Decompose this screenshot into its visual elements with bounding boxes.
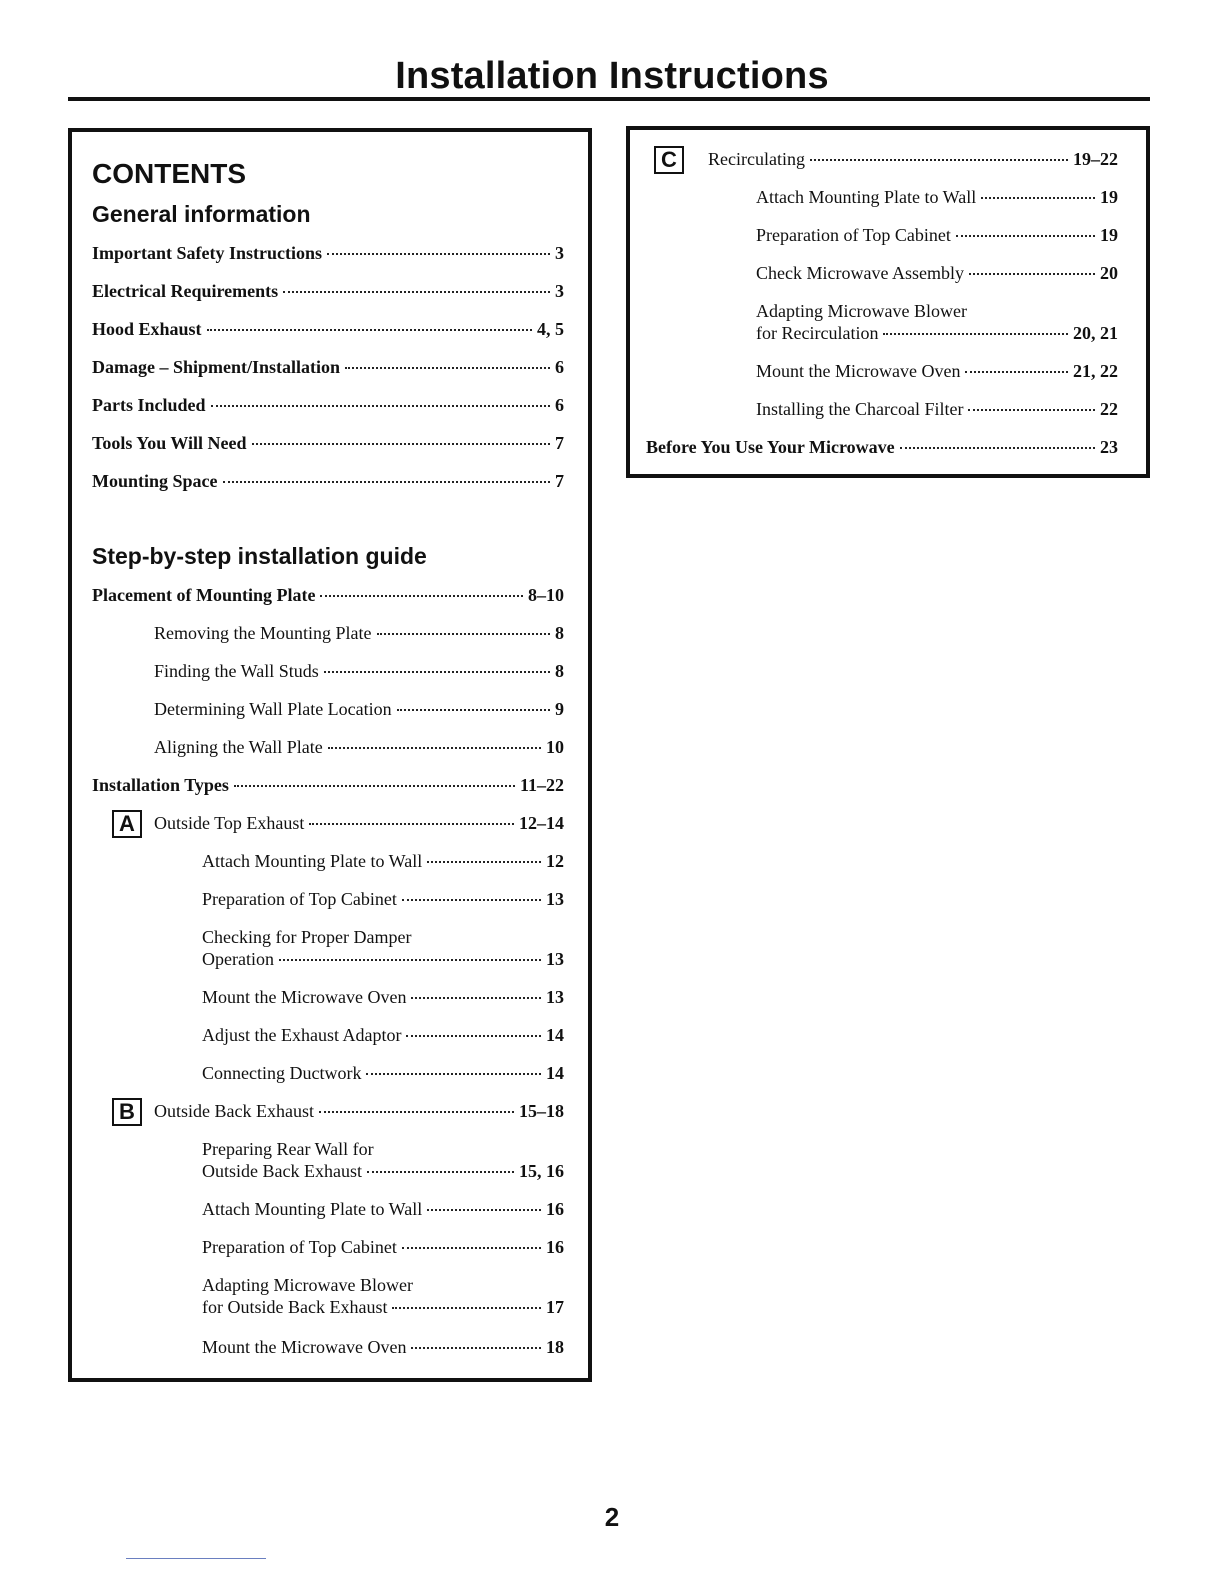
dot-leader <box>427 861 541 863</box>
toc-page: 7 <box>555 433 564 453</box>
toc-entry-a-exhaust-adaptor[interactable] <box>202 1024 564 1046</box>
toc-entry-damage[interactable] <box>92 356 564 378</box>
toc-page: 19–22 <box>1073 149 1118 169</box>
toc-entry-a-top-cabinet[interactable] <box>202 888 564 910</box>
page-number: 2 <box>604 1502 620 1532</box>
dot-leader <box>402 899 541 901</box>
toc-entry-a-attach-plate[interactable] <box>202 850 564 872</box>
toc-label: Aligning the Wall Plate <box>154 737 323 757</box>
dot-leader <box>328 747 541 749</box>
toc-entry-outside-top-exhaust[interactable] <box>154 812 564 834</box>
toc-entry-outside-back-exhaust[interactable] <box>154 1100 564 1122</box>
toc-page: 21, 22 <box>1073 361 1118 381</box>
toc-entry-c-blower[interactable] <box>756 300 1118 344</box>
contents-box-left <box>68 128 592 1382</box>
toc-page: 8 <box>555 623 564 643</box>
toc-label: Connecting Ductwork <box>202 1063 362 1083</box>
toc-label: Attach Mounting Plate to Wall <box>202 851 423 871</box>
toc-label: Hood Exhaust <box>92 319 202 339</box>
toc-label: Check Microwave Assembly <box>756 263 964 283</box>
toc-page: 19 <box>1100 187 1118 207</box>
toc-entry-safety[interactable] <box>92 242 564 264</box>
toc-entry-hood-exhaust[interactable] <box>92 318 564 340</box>
dot-leader <box>279 959 541 961</box>
toc-page: 20 <box>1100 263 1118 283</box>
toc-page: 14 <box>546 1025 564 1045</box>
dot-leader <box>252 443 550 445</box>
dot-leader <box>327 253 550 255</box>
toc-page: 13 <box>546 889 564 909</box>
dot-leader <box>810 159 1068 161</box>
type-c-letter-box: C <box>654 146 684 174</box>
toc-label: Removing the Mounting Plate <box>154 623 372 643</box>
toc-label: Adjust the Exhaust Adaptor <box>202 1025 402 1045</box>
toc-label: Installation Types <box>92 775 229 795</box>
toc-label: Operation <box>202 949 274 969</box>
toc-page: 6 <box>555 395 564 415</box>
toc-entry-b-attach-plate[interactable] <box>202 1198 564 1220</box>
toc-page: 16 <box>546 1199 564 1219</box>
toc-entry-c-charcoal-filter[interactable] <box>756 398 1118 420</box>
toc-label-line2 <box>756 322 1118 344</box>
toc-label: Mount the Microwave Oven <box>756 361 961 381</box>
toc-label-line1: Adapting Microwave Blower <box>756 301 967 321</box>
toc-entry-a-mount-oven[interactable] <box>202 986 564 1008</box>
toc-label: Attach Mounting Plate to Wall <box>202 1199 423 1219</box>
toc-page: 12 <box>546 851 564 871</box>
dot-leader <box>392 1307 541 1309</box>
type-a-letter-box: A <box>112 810 142 838</box>
toc-page: 13 <box>546 987 564 1007</box>
dot-leader <box>883 333 1068 335</box>
toc-entry-c-top-cabinet[interactable] <box>756 224 1118 246</box>
toc-label: Mount the Microwave Oven <box>202 987 407 1007</box>
toc-label-line2 <box>202 1160 564 1182</box>
dot-leader <box>956 235 1095 237</box>
toc-page: 12–14 <box>519 813 564 833</box>
toc-label: Before You Use Your Microwave <box>646 437 895 457</box>
toc-page: 4, 5 <box>537 319 564 339</box>
toc-entry-b-top-cabinet[interactable] <box>202 1236 564 1258</box>
toc-entry-plate-location[interactable] <box>154 698 564 720</box>
dot-leader <box>320 595 523 597</box>
toc-label: Important Safety Instructions <box>92 243 323 263</box>
toc-label: Determining Wall Plate Location <box>154 699 392 719</box>
toc-entry-b-mount-oven[interactable] <box>202 1336 564 1358</box>
toc-label: Finding the Wall Studs <box>154 661 319 681</box>
toc-entry-electrical[interactable] <box>92 280 564 302</box>
dot-leader <box>900 447 1095 449</box>
contents-box-right <box>626 126 1150 478</box>
dot-leader <box>406 1035 541 1037</box>
toc-label: Recirculating <box>708 149 805 169</box>
toc-label: Electrical Requirements <box>92 281 279 301</box>
dot-leader <box>965 371 1068 373</box>
toc-page: 19 <box>1100 225 1118 245</box>
dot-leader <box>411 1347 541 1349</box>
toc-label: Parts Included <box>92 395 206 415</box>
toc-entry-a-ductwork[interactable] <box>202 1062 564 1084</box>
toc-entry-installation-types[interactable] <box>92 774 564 796</box>
toc-label: Preparation of Top Cabinet <box>756 225 951 245</box>
toc-page: 14 <box>546 1063 564 1083</box>
toc-label: Preparation of Top Cabinet <box>202 1237 397 1257</box>
toc-page: 20, 21 <box>1073 323 1118 343</box>
toc-entry-parts-included[interactable] <box>92 394 564 416</box>
toc-entry-c-attach-plate[interactable] <box>756 186 1118 208</box>
toc-entry-tools[interactable] <box>92 432 564 454</box>
toc-page: 15–18 <box>519 1101 564 1121</box>
dot-leader <box>324 671 550 673</box>
toc-page: 13 <box>546 949 564 969</box>
dot-leader <box>207 329 532 331</box>
toc-label: Tools You Will Need <box>92 433 247 453</box>
toc-page: 17 <box>546 1297 564 1317</box>
toc-entry-recirculating[interactable] <box>708 148 1118 170</box>
toc-label: Outside Back Exhaust <box>154 1101 314 1121</box>
toc-label-line1: Adapting Microwave Blower <box>202 1275 413 1295</box>
dot-leader <box>427 1209 541 1211</box>
dot-leader <box>234 785 515 787</box>
toc-label: for Recirculation <box>756 323 879 343</box>
toc-entry-aligning-plate[interactable] <box>154 736 564 758</box>
step-by-step-heading: Step-by-step installation guide <box>92 543 427 569</box>
dot-leader <box>223 481 550 483</box>
toc-label: Attach Mounting Plate to Wall <box>756 187 977 207</box>
dot-leader <box>309 823 514 825</box>
toc-page: 8–10 <box>528 585 564 605</box>
toc-page: 3 <box>555 281 564 301</box>
dot-leader <box>366 1073 541 1075</box>
toc-entry-before-use[interactable] <box>646 436 1118 458</box>
toc-entry-c-mount-oven[interactable] <box>756 360 1118 382</box>
toc-page: 3 <box>555 243 564 263</box>
toc-label-line1: Preparing Rear Wall for <box>202 1139 374 1159</box>
contents-heading: CONTENTS <box>92 158 246 189</box>
dot-leader <box>211 405 550 407</box>
toc-label-line2 <box>202 948 564 970</box>
toc-label: Preparation of Top Cabinet <box>202 889 397 909</box>
dot-leader <box>319 1111 514 1113</box>
toc-label: for Outside Back Exhaust <box>202 1297 388 1317</box>
toc-page: 10 <box>546 737 564 757</box>
toc-label: Placement of Mounting Plate <box>92 585 316 605</box>
toc-label: Installing the Charcoal Filter <box>756 399 964 419</box>
toc-entry-removing-plate[interactable] <box>154 622 564 644</box>
toc-page: 22 <box>1100 399 1118 419</box>
title-rule <box>68 97 1150 101</box>
toc-label-line2 <box>202 1296 564 1318</box>
toc-label: Outside Top Exhaust <box>154 813 305 833</box>
toc-label: Mounting Space <box>92 471 218 491</box>
toc-page: 15, 16 <box>519 1161 564 1181</box>
dot-leader <box>402 1247 541 1249</box>
toc-entry-placement[interactable] <box>92 584 564 606</box>
dot-leader <box>397 709 550 711</box>
dot-leader <box>367 1171 514 1173</box>
toc-page: 23 <box>1100 437 1118 457</box>
toc-label-line1: Checking for Proper Damper <box>202 927 412 947</box>
toc-entry-b-blower[interactable] <box>202 1274 564 1318</box>
dot-leader <box>968 409 1095 411</box>
toc-entry-c-check-assembly[interactable] <box>756 262 1118 284</box>
toc-label: Mount the Microwave Oven <box>202 1337 407 1357</box>
toc-label: Damage – Shipment/Installation <box>92 357 341 377</box>
toc-page: 6 <box>555 357 564 377</box>
toc-entry-wall-studs[interactable] <box>154 660 564 682</box>
toc-page: 8 <box>555 661 564 681</box>
dot-leader <box>283 291 550 293</box>
page-title: Installation Instructions <box>395 55 829 97</box>
toc-label: Outside Back Exhaust <box>202 1161 362 1181</box>
dot-leader <box>969 273 1095 275</box>
toc-page: 7 <box>555 471 564 491</box>
dot-leader <box>981 197 1095 199</box>
general-information-heading: General information <box>92 201 311 227</box>
toc-page: 18 <box>546 1337 564 1357</box>
toc-page: 9 <box>555 699 564 719</box>
dot-leader <box>377 633 551 635</box>
toc-entry-b-rear-wall[interactable] <box>202 1138 564 1182</box>
toc-page: 16 <box>546 1237 564 1257</box>
toc-entry-mounting-space[interactable] <box>92 470 564 492</box>
toc-page: 11–22 <box>519 775 564 795</box>
dot-leader <box>411 997 541 999</box>
type-b-letter-box: B <box>112 1098 142 1126</box>
toc-entry-a-damper[interactable] <box>202 926 564 970</box>
dot-leader <box>345 367 550 369</box>
footer-rule <box>126 1558 266 1559</box>
